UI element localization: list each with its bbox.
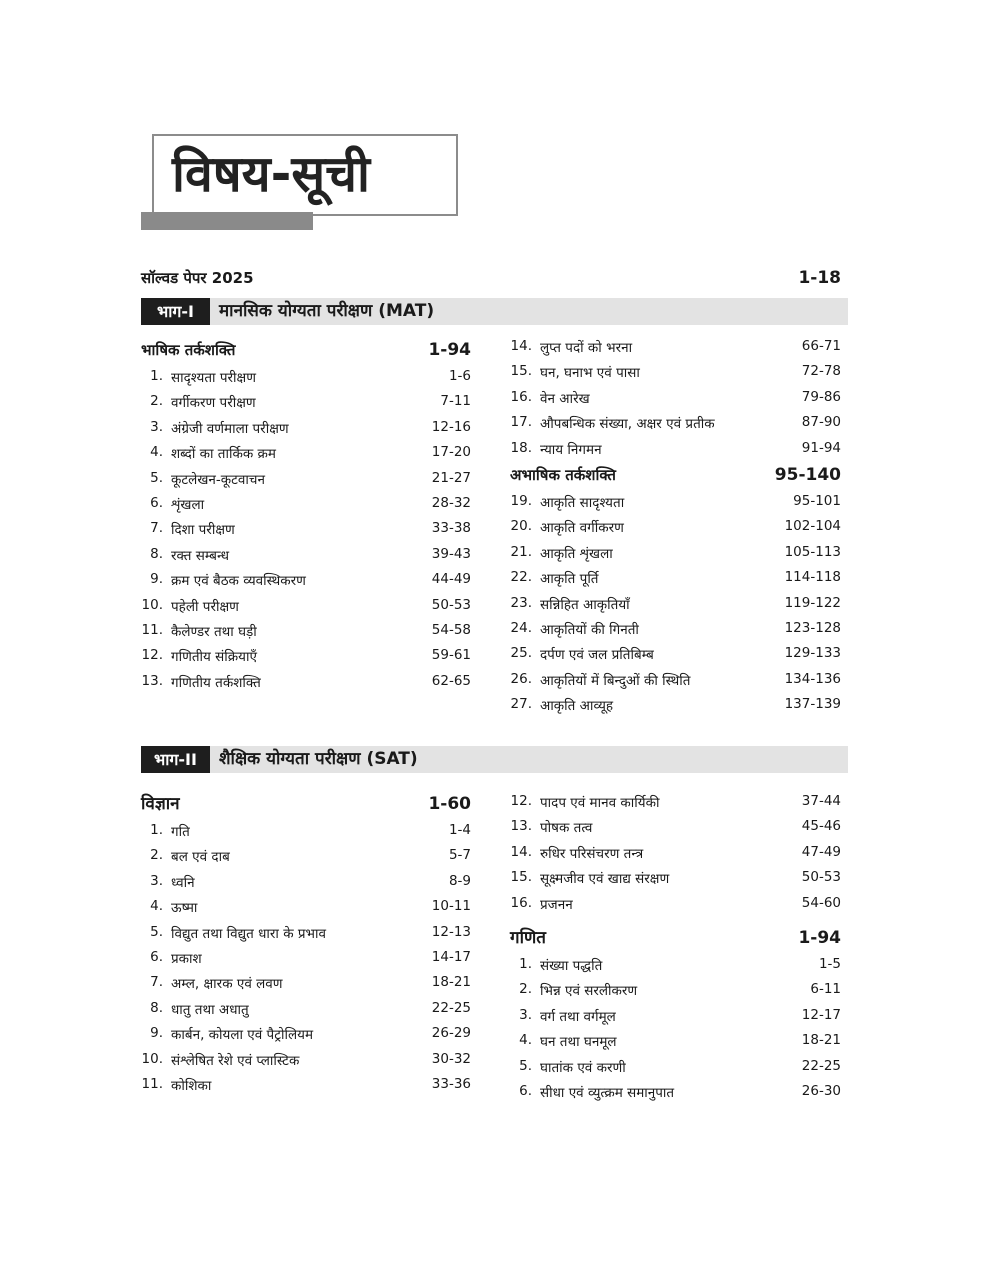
toc-entry[interactable]	[510, 1079, 841, 1104]
part2-tag: भाग-II	[141, 746, 210, 773]
entry-title: विद्युत तथा विद्युत धारा के प्रभाव	[171, 925, 327, 942]
section-header	[510, 916, 841, 952]
toc-entry[interactable]	[510, 1003, 841, 1028]
section-range: 1-60	[428, 794, 471, 814]
entry-number: 6.	[519, 1082, 532, 1099]
toc-entry[interactable]	[141, 1047, 471, 1072]
entry-number: 25.	[510, 645, 532, 662]
entry-title: शृंखला	[171, 496, 205, 513]
solved-paper-label: सॉल्वड पेपर 2025	[141, 269, 254, 287]
toc-entry[interactable]	[510, 952, 841, 977]
section-header	[510, 461, 841, 489]
entry-number: 7.	[150, 974, 163, 991]
entry-number: 4.	[150, 898, 163, 915]
toc-entry[interactable]	[141, 669, 471, 694]
entry-pages: 119-122	[784, 594, 841, 611]
entry-title: आकृति सादृश्यता	[540, 494, 625, 511]
entry-pages: 45-46	[801, 818, 841, 835]
entry-number: 18.	[510, 439, 532, 456]
entry-title: ध्वनि	[171, 874, 195, 891]
part2-right-column	[510, 789, 841, 1104]
entry-pages: 105-113	[784, 543, 841, 560]
solved-paper-row[interactable]	[141, 268, 841, 288]
entry-pages: 10-11	[431, 898, 471, 915]
entry-number: 5.	[150, 923, 163, 940]
entry-title: आकृतियों की गिनती	[540, 621, 639, 638]
entry-title: संश्लेषित रेशे एवं प्लास्टिक	[171, 1052, 300, 1069]
entry-pages: 14-17	[431, 948, 471, 965]
entry-title: न्याय निगमन	[540, 441, 602, 458]
entry-number: 17.	[510, 414, 532, 431]
entry-title: कार्बन, कोयला एवं पैट्रोलियम	[171, 1027, 314, 1044]
entry-pages: 37-44	[801, 793, 841, 809]
entry-title: गति	[171, 824, 190, 840]
entry-number: 14.	[510, 843, 532, 860]
entry-number: 15.	[510, 869, 532, 886]
toc-entry[interactable]	[510, 436, 841, 461]
entry-number: 27.	[510, 696, 532, 713]
section-name: विज्ञान	[141, 794, 180, 814]
toc-entry[interactable]	[510, 410, 841, 435]
entry-number: 10.	[141, 1050, 163, 1067]
entry-title: बल एवं दाब	[171, 849, 230, 866]
toc-entry[interactable]	[141, 945, 471, 970]
entry-pages: 129-133	[784, 645, 841, 662]
entry-number: 7.	[150, 520, 163, 537]
entry-pages: 91-94	[801, 439, 841, 456]
entry-number: 9.	[150, 571, 163, 588]
toc-entry[interactable]	[510, 814, 841, 839]
entry-pages: 50-53	[801, 869, 841, 886]
toc-entry[interactable]	[510, 1054, 841, 1079]
entry-number: 24.	[510, 619, 532, 636]
entry-pages: 54-58	[431, 621, 471, 638]
entry-title: पोषक तत्व	[540, 820, 593, 837]
toc-entry[interactable]	[141, 996, 471, 1021]
toc-entry[interactable]	[141, 1021, 471, 1046]
entry-number: 3.	[150, 872, 163, 889]
entry-title: रक्त सम्बन्ध	[171, 547, 230, 564]
entry-number: 21.	[510, 543, 532, 560]
toc-entry[interactable]	[141, 920, 471, 945]
entry-title: गणितीय संक्रियाएँ	[171, 649, 257, 666]
toc-entry[interactable]	[141, 643, 471, 668]
entry-title: भिन्न एवं सरलीकरण	[540, 983, 638, 1000]
entry-title: लुप्त पदों को भरना	[540, 340, 633, 356]
title-underline-bar	[141, 212, 313, 230]
entry-title: आकृति वर्गीकरण	[540, 520, 624, 537]
section-header	[141, 790, 471, 818]
entry-title: वर्ग तथा वर्गमूल	[540, 1008, 616, 1025]
toc-entry[interactable]	[510, 789, 841, 814]
entry-pages: 134-136	[784, 670, 841, 687]
entry-title: कूटलेखन-कूटवाचन	[171, 471, 265, 488]
entry-title: आकृति आव्यूह	[540, 698, 614, 715]
entry-number: 11.	[141, 1075, 163, 1092]
toc-entry[interactable]	[141, 894, 471, 919]
entry-pages: 62-65	[431, 672, 471, 689]
entry-title: घातांक एवं करणी	[540, 1059, 626, 1076]
entry-pages: 39-43	[431, 545, 471, 562]
entry-number: 19.	[510, 492, 532, 509]
entry-number: 1.	[150, 822, 163, 838]
toc-entry[interactable]	[510, 840, 841, 865]
entry-title: गणितीय तर्कशक्ति	[171, 674, 261, 691]
entry-number: 23.	[510, 594, 532, 611]
toc-entry[interactable]	[510, 514, 841, 539]
toc-entry[interactable]	[510, 616, 841, 641]
entry-title: अंग्रेजी वर्णमाला परीक्षण	[171, 420, 289, 437]
toc-entry[interactable]	[510, 540, 841, 565]
entry-pages: 50-53	[431, 596, 471, 613]
entry-title: आकृति पूर्ति	[540, 571, 599, 588]
toc-entry[interactable]	[510, 977, 841, 1002]
entry-number: 4.	[519, 1032, 532, 1049]
entry-pages: 72-78	[801, 363, 841, 380]
entry-title: दर्पण एवं जल प्रतिबिम्ब	[540, 647, 654, 664]
part2-title: शैक्षिक योग्यता परीक्षण (SAT)	[219, 749, 418, 769]
section-name: अभाषिक तर्कशक्ति	[510, 465, 616, 484]
toc-entry[interactable]	[510, 865, 841, 890]
section-range: 1-94	[798, 927, 841, 948]
entry-number: 3.	[150, 418, 163, 435]
entry-pages: 30-32	[431, 1050, 471, 1067]
toc-entry[interactable]	[510, 359, 841, 384]
toc-entry[interactable]	[510, 667, 841, 692]
entry-number: 5.	[150, 469, 163, 486]
toc-entry[interactable]	[141, 389, 471, 414]
entry-pages: 95-101	[793, 492, 841, 509]
toc-entry[interactable]	[141, 440, 471, 465]
entry-title: अम्ल, क्षारक एवं लवण	[171, 976, 283, 993]
entry-pages: 102-104	[784, 518, 841, 535]
entry-pages: 79-86	[801, 388, 841, 405]
part1-title: मानसिक योग्यता परीक्षण (MAT)	[219, 301, 435, 321]
part2-left-column	[141, 790, 471, 1097]
entry-title: वर्गीकरण परीक्षण	[171, 395, 256, 412]
entry-title: क्रम एवं बैठक व्यवस्थिकरण	[171, 573, 306, 590]
entry-pages: 33-38	[431, 520, 471, 537]
toc-entry[interactable]	[510, 891, 841, 916]
entry-number: 15.	[510, 363, 532, 380]
toc-entry[interactable]	[510, 385, 841, 410]
toc-entry[interactable]	[141, 516, 471, 541]
toc-entry[interactable]	[510, 591, 841, 616]
entry-pages: 59-61	[431, 647, 471, 664]
entry-title: सन्निहित आकृतियाँ	[540, 596, 630, 613]
entry-title: ऊष्मा	[171, 900, 198, 917]
toc-entry[interactable]	[141, 1072, 471, 1097]
entry-number: 13.	[510, 818, 532, 835]
entry-title: दिशा परीक्षण	[171, 522, 235, 539]
entry-number: 8.	[150, 999, 163, 1016]
part1-tag: भाग-I	[141, 298, 210, 325]
entry-number: 12.	[141, 647, 163, 664]
entry-title: शब्दों का तार्किक क्रम	[171, 446, 276, 463]
toc-entry[interactable]	[141, 542, 471, 567]
entry-number: 8.	[150, 545, 163, 562]
entry-pages: 21-27	[431, 469, 471, 486]
toc-entry[interactable]	[141, 618, 471, 643]
entry-number: 20.	[510, 518, 532, 535]
entry-title: सूक्ष्मजीव एवं खाद्य संरक्षण	[540, 871, 670, 888]
entry-title: वेन आरेख	[540, 390, 590, 407]
entry-number: 1.	[150, 368, 163, 384]
entry-pages: 18-21	[431, 974, 471, 991]
part1-header	[141, 298, 848, 325]
entry-title: प्रकाश	[171, 950, 202, 967]
toc-entry[interactable]	[141, 843, 471, 868]
entry-title: औपबन्धिक संख्या, अक्षर एवं प्रतीक	[540, 416, 715, 433]
toc-entry[interactable]	[141, 593, 471, 618]
section-header	[141, 336, 471, 364]
entry-title: घन, घनाभ एवं पासा	[540, 365, 640, 382]
section-name: गणित	[510, 927, 546, 948]
solved-paper-pages: 1-18	[798, 268, 841, 288]
part1-left-column	[141, 336, 471, 694]
page-title: विषय-सूची	[172, 145, 370, 203]
entry-number: 10.	[141, 596, 163, 613]
toc-entry[interactable]	[141, 818, 471, 843]
entry-pages: 12-16	[431, 418, 471, 435]
entry-title: कोशिका	[171, 1077, 212, 1094]
toc-entry[interactable]	[141, 415, 471, 440]
toc-entry[interactable]	[510, 334, 841, 359]
entry-number: 26.	[510, 670, 532, 687]
entry-number: 9.	[150, 1025, 163, 1042]
part1-right-column	[510, 334, 841, 717]
entry-pages: 18-21	[801, 1032, 841, 1049]
entry-pages: 12-13	[431, 923, 471, 940]
entry-pages: 22-25	[431, 999, 471, 1016]
toc-entry[interactable]	[510, 1028, 841, 1053]
section-name: भाषिक तर्कशक्ति	[141, 341, 236, 359]
toc-entry[interactable]	[510, 565, 841, 590]
entry-pages: 22-25	[801, 1057, 841, 1074]
entry-pages: 66-71	[801, 338, 841, 354]
toc-entry[interactable]	[510, 692, 841, 717]
entry-number: 16.	[510, 388, 532, 405]
entry-pages: 1-5	[818, 955, 841, 972]
entry-title: धातु तथा अधातु	[171, 1001, 249, 1018]
entry-pages: 26-29	[431, 1025, 471, 1042]
entry-pages: 87-90	[801, 414, 841, 431]
entry-pages: 12-17	[801, 1006, 841, 1023]
entry-title: पादप एवं मानव कार्यिकी	[540, 795, 660, 811]
entry-pages: 54-60	[801, 894, 841, 911]
entry-number: 14.	[510, 338, 532, 354]
entry-number: 11.	[141, 621, 163, 638]
entry-title: संख्या पद्धति	[540, 957, 603, 974]
entry-title: सादृश्यता परीक्षण	[171, 370, 256, 386]
toc-entry[interactable]	[141, 491, 471, 516]
entry-number: 5.	[519, 1057, 532, 1074]
entry-pages: 5-7	[448, 847, 471, 864]
entry-number: 4.	[150, 444, 163, 461]
entry-pages: 33-36	[431, 1075, 471, 1092]
toc-entry[interactable]	[141, 466, 471, 491]
toc-entry[interactable]	[141, 364, 471, 389]
entry-pages: 1-4	[448, 822, 471, 838]
entry-pages: 1-6	[448, 368, 471, 384]
entry-title: घन तथा घनमूल	[540, 1034, 617, 1051]
entry-title: आकृति शृंखला	[540, 545, 613, 562]
entry-pages: 8-9	[448, 872, 471, 889]
entry-pages: 7-11	[440, 393, 471, 410]
section-range: 95-140	[774, 464, 841, 485]
entry-number: 16.	[510, 894, 532, 911]
entry-number: 2.	[519, 981, 532, 998]
entry-pages: 17-20	[431, 444, 471, 461]
entry-pages: 137-139	[784, 696, 841, 713]
entry-title: रुधिर परिसंचरण तन्त्र	[540, 845, 644, 862]
entry-pages: 123-128	[784, 619, 841, 636]
entry-number: 2.	[150, 847, 163, 864]
entry-title: कैलेण्डर तथा घड़ी	[171, 623, 257, 640]
entry-pages: 114-118	[784, 569, 841, 586]
entry-pages: 47-49	[801, 843, 841, 860]
entry-pages: 26-30	[801, 1082, 841, 1099]
toc-entry[interactable]	[141, 970, 471, 995]
entry-number: 22.	[510, 569, 532, 586]
part2-header	[141, 746, 848, 773]
entry-title: प्रजनन	[540, 896, 573, 913]
entry-title: आकृतियों में बिन्दुओं की स्थिति	[540, 672, 691, 689]
entry-number: 3.	[519, 1006, 532, 1023]
entry-pages: 44-49	[431, 571, 471, 588]
toc-entry[interactable]	[141, 567, 471, 592]
entry-number: 2.	[150, 393, 163, 410]
entry-pages: 6-11	[810, 981, 841, 998]
section-range: 1-94	[428, 340, 471, 360]
entry-number: 13.	[141, 672, 163, 689]
entry-number: 6.	[150, 948, 163, 965]
entry-title: पहेली परीक्षण	[171, 598, 239, 615]
toc-entry[interactable]	[141, 869, 471, 894]
entry-number: 1.	[519, 955, 532, 972]
entry-number: 12.	[510, 793, 532, 809]
entry-pages: 28-32	[431, 494, 471, 511]
toc-entry[interactable]	[510, 641, 841, 666]
entry-title: सीधा एवं व्युत्क्रम समानुपात	[540, 1084, 675, 1101]
entry-number: 6.	[150, 494, 163, 511]
toc-entry[interactable]	[510, 489, 841, 514]
